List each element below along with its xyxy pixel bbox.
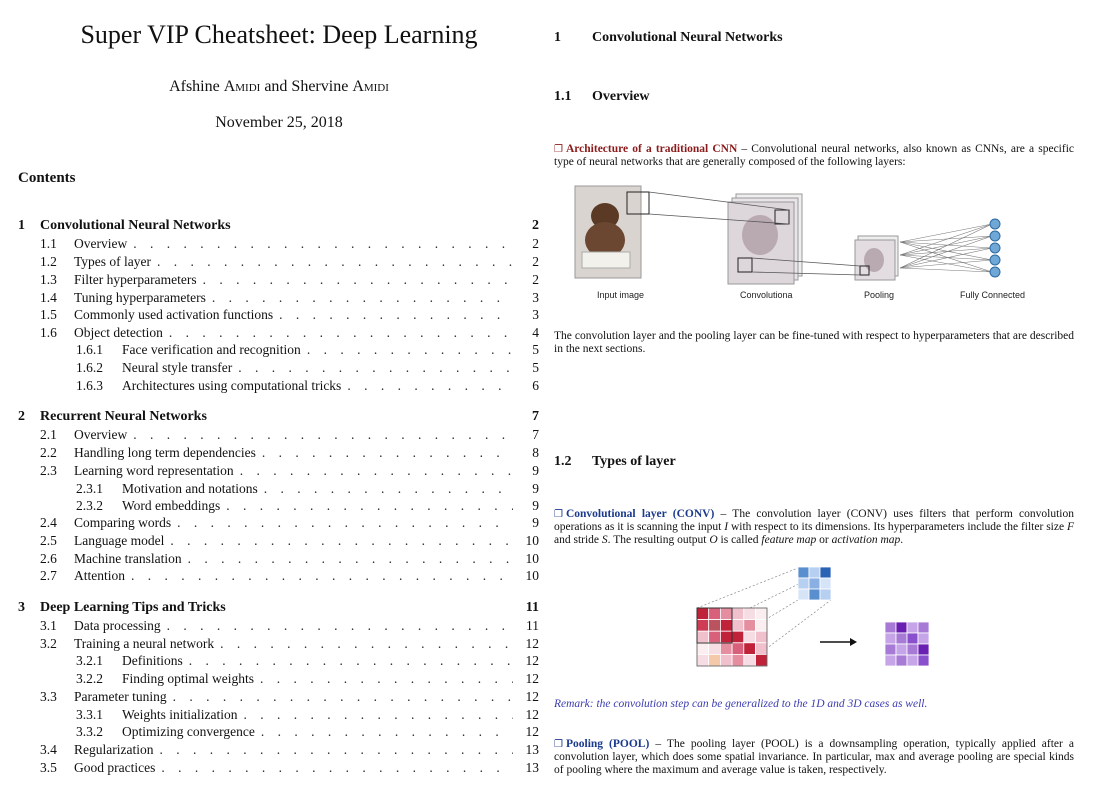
toc-entry[interactable] (18, 567, 539, 584)
toc-entry-page: 12 (525, 689, 539, 704)
toc-leader-dots (169, 324, 513, 341)
input-grid-cell (732, 631, 744, 643)
toc-leader-dots (262, 444, 513, 461)
input-grid-cell (720, 620, 732, 632)
section-1-1-heading: 1.1 Overview (554, 89, 650, 104)
input-image (575, 186, 649, 278)
toc-entry-title: Regularization (74, 742, 154, 757)
toc-leader-dots (240, 462, 513, 479)
toc-entry-title: Learning word representation (74, 463, 234, 478)
toc-entry-title: Attention (74, 568, 125, 583)
arrow-icon (820, 638, 857, 646)
checkbox-icon: ❐ (554, 144, 563, 155)
toc-entry-title: Weights initialization (122, 707, 238, 722)
toc-leader-dots (177, 514, 513, 531)
toc-entry[interactable] (18, 341, 539, 358)
toc-entry[interactable] (18, 532, 539, 549)
toc-leader-dots (279, 306, 513, 323)
input-grid-cell (732, 608, 744, 620)
toc-entry-page: 11 (526, 618, 539, 633)
toc-leader-dots (238, 359, 513, 376)
toc-entry-number: 2.1 (40, 427, 57, 442)
toc-entry-page: 10 (525, 533, 539, 548)
section-1-2-heading: 1.2 Types of layer (554, 454, 676, 469)
toc-entry-page: 5 (532, 360, 539, 375)
input-grid-cell (697, 608, 709, 620)
toc-entry-number: 1.2 (40, 254, 57, 269)
toc-entry-number: 2.2 (40, 445, 57, 460)
toc-chapter[interactable] (18, 599, 539, 616)
toc-entry[interactable] (18, 444, 539, 461)
toc-entry-number: 3.5 (40, 760, 57, 775)
toc-leader-dots (167, 617, 513, 634)
input-grid-cell (720, 654, 732, 666)
input-grid-cell (709, 608, 721, 620)
input-grid-cell (744, 654, 756, 666)
toc-entry-number: 3.4 (40, 742, 57, 757)
toc-leader-dots (188, 550, 513, 567)
toc-entry-title: Good practices (74, 760, 156, 775)
toc-entry-number: 1.1 (40, 236, 57, 251)
toc-entry-page: 10 (525, 551, 539, 566)
toc-entry-number: 3.1 (40, 618, 57, 633)
input-grid-cell (709, 643, 721, 655)
toc-entry-number: 2.5 (40, 533, 57, 548)
toc-entry[interactable] (18, 617, 539, 634)
toc-entry-number: 3.3.1 (76, 707, 103, 722)
input-grid-cell (756, 643, 768, 655)
toc-entry-page: 8 (532, 445, 539, 460)
toc-entry-title: Filter hyperparameters (74, 272, 197, 287)
toc-entry-number: 1 (18, 218, 25, 233)
input-grid-cell (709, 620, 721, 632)
toc-entry-page: 3 (532, 307, 539, 322)
toc-leader-dots (170, 532, 513, 549)
toc-entry-title: Types of layer (74, 254, 152, 269)
toc-leader-dots (157, 253, 513, 270)
toc-entry-number: 1.6.2 (76, 360, 103, 375)
toc-entry-page: 12 (525, 636, 539, 651)
checkbox-icon: ❐ (554, 739, 563, 750)
toc-entry-number: 3.2.2 (76, 671, 103, 686)
toc-entry-page: 2 (532, 272, 539, 287)
toc-entry-page: 7 (532, 409, 539, 424)
toc-entry[interactable] (18, 635, 539, 652)
toc-entry-page: 5 (532, 342, 539, 357)
toc-leader-dots (212, 289, 513, 306)
toc-entry[interactable] (18, 688, 539, 705)
toc-leader-dots (173, 688, 513, 705)
toc-entry-page: 13 (525, 742, 539, 757)
finetune-paragraph: The convolution layer and the pooling layer can be fine-tuned with respect to hyperparameters that are described in the next sections. (554, 330, 1074, 355)
toc-entry-title: Object detection (74, 325, 163, 340)
architecture-paragraph: ❐ Architecture of a traditional CNN – Convolutional neural networks, also known as CNNs, are a specific type of neural networks that are generally composed of the following layers: (554, 143, 1075, 168)
toc-entry[interactable] (18, 377, 539, 394)
toc-entry-title: Motivation and notations (122, 481, 258, 496)
toc-leader-dots (264, 480, 513, 497)
toc-entry-title: Machine translation (74, 551, 182, 566)
toc-leader-dots (133, 235, 513, 252)
fully-connected-network (900, 219, 1000, 277)
toc-entry[interactable] (18, 480, 539, 497)
toc-entry[interactable] (18, 741, 539, 758)
toc-entry-title: Overview (74, 236, 128, 251)
label-input-image: Input image (597, 290, 645, 300)
toc-leader-dots (244, 706, 513, 723)
toc-entry-page: 6 (532, 378, 539, 393)
output-grid (885, 622, 929, 666)
input-grid-cell (744, 620, 756, 632)
input-grid-cell (732, 654, 744, 666)
toc-entry-number: 1.6.3 (76, 378, 103, 393)
toc-entry-title: Architectures using computational tricks (122, 378, 342, 393)
toc-entry-page: 7 (532, 427, 539, 442)
toc-entry-number: 2.7 (40, 568, 57, 583)
toc-entry-number: 1.6.1 (76, 342, 103, 357)
toc-entry[interactable] (18, 514, 539, 531)
toc-entry-title: Deep Learning Tips and Tricks (40, 600, 226, 615)
toc-entry-number: 1.6 (40, 325, 57, 340)
toc-entry-page: 3 (532, 290, 539, 305)
input-grid-cell (756, 631, 768, 643)
toc-entry[interactable] (18, 550, 539, 567)
toc-chapter[interactable] (18, 408, 539, 425)
toc-entry[interactable] (18, 462, 539, 479)
toc-leader-dots (226, 497, 513, 514)
convolution-figure (690, 560, 950, 672)
toc-entry[interactable] (18, 324, 539, 341)
toc-heading: Contents (18, 170, 76, 186)
toc-entry-number: 3.2 (40, 636, 57, 651)
document-authors: Afshine Amidi and Shervine Amidi (169, 78, 389, 95)
toc-leader-dots (159, 741, 513, 758)
toc-entry-number: 3.3.2 (76, 724, 103, 739)
input-grid-cell (744, 643, 756, 655)
toc-entry-page: 11 (525, 600, 539, 615)
toc-entry-number: 3.3 (40, 689, 57, 704)
toc-entry-title: Neural style transfer (122, 360, 233, 375)
input-grid-cell (756, 608, 768, 620)
toc-leader-dots (220, 635, 513, 652)
input-grid-cell (732, 620, 744, 632)
toc-entry[interactable] (18, 289, 539, 306)
toc-entry-title: Convolutional Neural Networks (40, 218, 231, 233)
toc-entry-title: Commonly used activation functions (74, 307, 274, 322)
toc-entry-number: 2.3.1 (76, 481, 103, 496)
toc-entry-page: 9 (532, 498, 539, 513)
toc-leader-dots (261, 723, 513, 740)
input-grid-cell (697, 631, 709, 643)
section-1-heading: 1 Convolutional Neural Networks (554, 30, 783, 45)
toc-entry-number: 2.3.2 (76, 498, 103, 513)
toc-entry[interactable] (18, 497, 539, 514)
toc-entry-page: 12 (525, 671, 539, 686)
toc-entry-number: 2 (18, 409, 25, 424)
toc-entry-title: Language model (74, 533, 165, 548)
toc-entry-page: 12 (525, 724, 539, 739)
toc-entry-number: 1.3 (40, 272, 57, 287)
toc-entry[interactable] (18, 235, 539, 252)
toc-entry[interactable] (18, 706, 539, 723)
toc-entry-title: Training a neural network (74, 636, 215, 651)
toc-leader-dots (260, 670, 513, 687)
toc-entry-title: Word embeddings (122, 498, 221, 513)
toc-entry-page: 4 (532, 325, 539, 340)
toc-leader-dots (161, 759, 513, 776)
toc-entry-page: 2 (532, 236, 539, 251)
toc-entry[interactable] (18, 723, 539, 740)
document-date: November 25, 2018 (215, 114, 343, 131)
toc-entry-title: Overview (74, 427, 128, 442)
toc-entry-number: 3 (18, 600, 25, 615)
toc-entry-page: 2 (532, 218, 539, 233)
toc-entry-number: 2.4 (40, 515, 57, 530)
input-grid-cell (744, 631, 756, 643)
toc-entry-title: Tuning hyperparameters (74, 290, 206, 305)
toc-entry-number: 1.4 (40, 290, 57, 305)
toc-entry-page: 12 (525, 653, 539, 668)
toc-entry-page: 9 (532, 463, 539, 478)
input-grid-cell (709, 654, 721, 666)
filter-grid (798, 567, 831, 600)
toc-entry[interactable] (18, 271, 539, 288)
toc-chapter[interactable] (18, 217, 539, 234)
input-grid-cell (720, 608, 732, 620)
label-convolution: Convolutiona (740, 290, 793, 300)
toc-entry-number: 1.5 (40, 307, 57, 322)
toc-entry[interactable] (18, 426, 539, 443)
toc-entry[interactable] (18, 652, 539, 669)
toc-entry-number: 2.3 (40, 463, 57, 478)
toc-entry-title: Parameter tuning (74, 689, 167, 704)
input-grid-cell (756, 654, 768, 666)
toc-entry-page: 13 (525, 760, 539, 775)
toc-entry-number: 2.6 (40, 551, 57, 566)
toc-entry[interactable] (18, 253, 539, 270)
toc-leader-dots (203, 271, 513, 288)
toc-leader-dots (133, 426, 513, 443)
pooling-layers (855, 236, 898, 280)
toc-entry-page: 9 (532, 515, 539, 530)
toc-entry-number: 3.2.1 (76, 653, 103, 668)
toc-entry-title: Recurrent Neural Networks (40, 409, 207, 424)
document-title: Super VIP Cheatsheet: Deep Learning (80, 20, 478, 49)
toc-entry-title: Data processing (74, 618, 161, 633)
input-grid-cell (697, 620, 709, 632)
toc-entry[interactable] (18, 359, 539, 376)
toc-entry-page: 2 (532, 254, 539, 269)
input-grid-cell (720, 631, 732, 643)
toc-entry-page: 9 (532, 481, 539, 496)
toc-entry[interactable] (18, 759, 539, 776)
input-grid-cell (744, 608, 756, 620)
toc-entry[interactable] (18, 670, 539, 687)
convolution-layers (728, 194, 802, 284)
conv-layer-paragraph: ❐ Convolutional layer (CONV) – The convolution layer (CONV) uses filters that perform convolution operations as it is scanning the input I with respect to its dimensions. Its hyperparameters include the filter size F and stride S. The resulting output O is called feature map or activation map. (554, 508, 1074, 546)
toc-leader-dots (189, 652, 513, 669)
input-grid-cell (756, 620, 768, 632)
toc-entry-title: Face verification and recognition (122, 342, 301, 357)
toc-entry-title: Definitions (122, 653, 183, 668)
input-grid-cell (732, 643, 744, 655)
toc-entry-title: Handling long term dependencies (74, 445, 256, 460)
label-pooling: Pooling (864, 290, 895, 300)
input-grid-cell (697, 654, 709, 666)
toc-entry-title: Comparing words (74, 515, 172, 530)
toc-leader-dots (307, 341, 513, 358)
label-fully-connected: Fully Connected (960, 290, 1026, 300)
toc-leader-dots (347, 377, 513, 394)
toc-entry-title: Optimizing convergence (122, 724, 255, 739)
checkbox-icon: ❐ (554, 509, 563, 520)
input-grid-cell (709, 631, 721, 643)
toc-entry-page: 12 (525, 707, 539, 722)
input-grid-cell (697, 643, 709, 655)
toc-entry-page: 10 (525, 568, 539, 583)
remark-text: Remark: the convolution step can be generalized to the 1D and 3D cases as well. (554, 698, 928, 710)
toc-entry[interactable] (18, 306, 539, 323)
toc-leader-dots (131, 567, 513, 584)
input-grid-cell (720, 643, 732, 655)
pooling-paragraph: ❐ Pooling (POOL) – The pooling layer (POOL) is a downsampling operation, typically applied after a convolution layer, which does some spatial invariance. In particular, max and average pooling are special kinds of pooling where the maximum and average value is taken, respectively. (554, 738, 1074, 776)
toc-entry-title: Finding optimal weights (122, 671, 255, 686)
